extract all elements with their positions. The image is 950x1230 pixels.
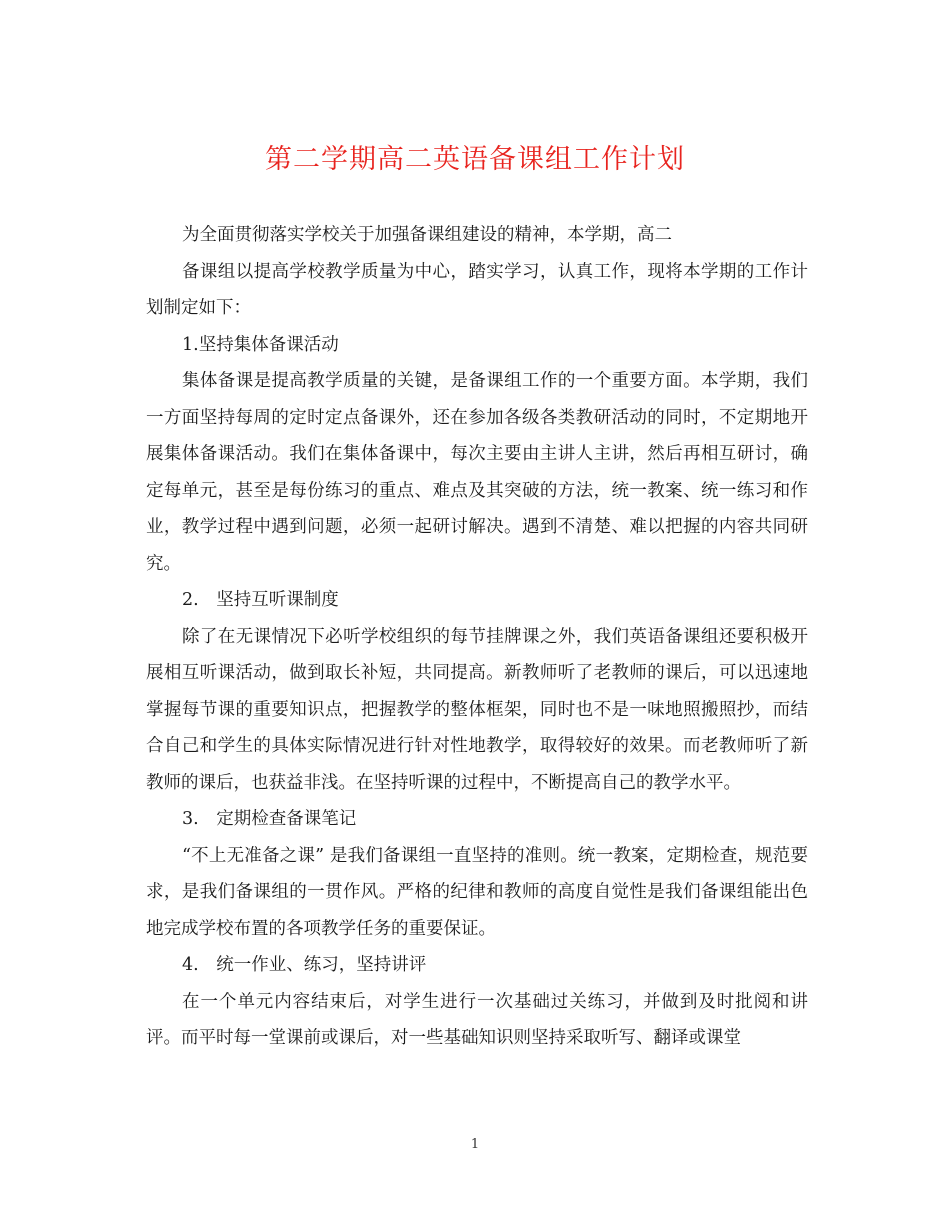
section-heading-4: 4. 统一作业、练习，坚持讲评 — [182, 955, 427, 975]
paragraph-section-4: 在一个单元内容结束后，对学生进行一次基础过关练习，并做到及时批阅和讲评。而平时每一堂课前或课后，对一些基础知识则坚持采取听写、翻译或课堂 — [146, 991, 808, 1048]
paragraph-intro-2: 备课组以提高学校教学质量为中心，踏实学习，认真工作，现将本学期的工作计划制定如下： — [146, 261, 808, 318]
section-heading-3: 3. 定期检查备课笔记 — [182, 809, 357, 829]
document-title: 第二学期高二英语备课组工作计划 — [265, 144, 685, 175]
section-heading-2: 2. 坚持互听课制度 — [182, 590, 339, 610]
document-body — [146, 217, 808, 1057]
paragraph-intro-1: 为全面贯彻落实学校关于加强备课组建设的精神，本学期，高二 — [182, 225, 672, 245]
paragraph-section-1: 集体备课是提高教学质量的关键，是备课组工作的一个重要方面。本学期，我们一方面坚持每周的定时定点备课外，还在参加各级各类教研活动的同时，不定期地开展集体备课活动。我们在集体备课中，每次主要由主讲人主讲，然后再相互研讨，确定每单元，甚至是每份练习的重点、难点及其突破的方法，统一教案、统一练习和作业，教学过程中遇到问题，必须一起研讨解决。遇到不清楚、难以把握的内容共同研究。 — [146, 371, 808, 574]
section-heading-1: 1.坚持集体备课活动 — [182, 334, 339, 355]
paragraph-section-2: 除了在无课情况下必听学校组织的每节挂牌课之外，我们英语备课组还要积极开展相互听课活动，做到取长补短，共同提高。新教师听了老教师的课后，可以迅速地掌握每节课的重要知识点，把握教学的整体框架，同时也不是一味地照搬照抄，而结合自己和学生的具体实际情况进行针对性地教学，取得较好的效果。而老教师听了新教师的课后，也获益非浅。在坚持听课的过程中，不断提高自己的教学水平。 — [146, 626, 808, 793]
page-number: 1 — [470, 1137, 480, 1152]
paragraph-section-3: “不上无准备之课” 是我们备课组一直坚持的准则。统一教案，定期检查，规范要求，是我们备课组的一贯作风。严格的纪律和教师的高度自觉性是我们备课组能出色地完成学校布置的各项教学任务的重要保证。 — [146, 845, 808, 939]
